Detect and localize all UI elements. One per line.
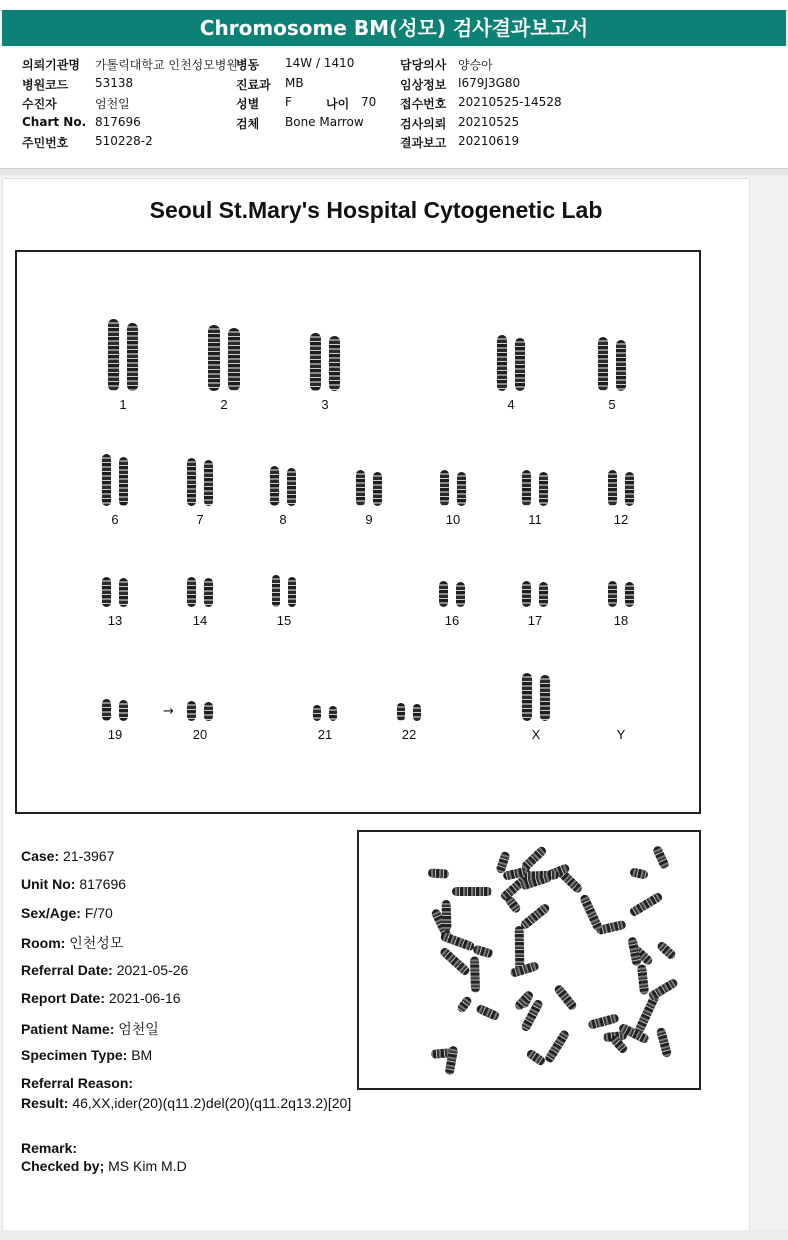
checked-by-field: Checked by; MS Kim M.D <box>21 1158 187 1174</box>
chromosome <box>272 575 280 607</box>
chromosome-pair-22 <box>397 703 421 721</box>
chromosome <box>204 460 213 506</box>
chromosome <box>108 319 119 391</box>
metaphase-chromosome <box>442 900 452 931</box>
chromosome-pair-1 <box>108 319 138 391</box>
chromosome <box>310 333 321 391</box>
chromosome-label: 8 <box>279 512 287 527</box>
metaphase-chromosome <box>553 983 578 1011</box>
chromosome <box>522 673 532 721</box>
chromosome <box>616 340 626 391</box>
chromosome-pair-10 <box>440 470 466 506</box>
remark-field: Remark: <box>21 1140 78 1156</box>
chromosome-label: 17 <box>527 613 543 628</box>
page-bottom <box>0 1230 788 1240</box>
chromosome <box>457 472 466 506</box>
chromosome-pair-12 <box>608 470 634 506</box>
metaphase-chromosome <box>647 978 679 1002</box>
report-date-field: Report Date: 2021-06-16 <box>21 990 181 1006</box>
chromosome <box>127 323 138 391</box>
info-label: 검사의뢰 <box>400 117 447 131</box>
info-value: 817696 <box>95 115 141 129</box>
report-title: Chromosome BM(성모) 검사결과보고서 <box>199 16 589 40</box>
chromosome-label: 9 <box>365 512 373 527</box>
info-value: MB <box>285 76 304 90</box>
chromosome-pair-X <box>522 673 550 721</box>
info-label: 진료과 <box>236 78 271 92</box>
chromosome-pair-17 <box>522 581 548 607</box>
report-document <box>2 178 750 1232</box>
chromosome <box>522 581 531 607</box>
chromosome <box>119 578 128 607</box>
chromosome <box>329 336 340 391</box>
chromosome-label: 5 <box>608 397 616 412</box>
info-value: F <box>285 95 292 109</box>
info-label: 수진자 <box>22 97 57 111</box>
chromosome <box>119 700 128 721</box>
chromosome <box>187 458 196 506</box>
metaphase-chromosome <box>651 845 669 871</box>
chromosome-pair-4 <box>497 335 525 391</box>
metaphase-chromosome <box>579 894 603 932</box>
info-value: 양승아 <box>458 58 493 72</box>
info-label: 임상정보 <box>400 78 447 92</box>
patient-name-field: Patient Name: 엄천일 <box>21 1021 159 1037</box>
chromosome-pair-13 <box>102 577 128 607</box>
chromosome <box>539 582 548 607</box>
chromosome <box>522 470 531 506</box>
chromosome-label: 11 <box>528 512 542 527</box>
metaphase-chromosome <box>655 940 677 961</box>
chromosome <box>625 472 634 506</box>
chromosome-label: 19 <box>107 727 123 742</box>
section-divider <box>0 168 788 175</box>
chromosome-label: 21 <box>317 727 333 742</box>
room-field: Room: 인천성모 <box>21 935 124 951</box>
chromosome <box>439 581 448 607</box>
chromosome-label: 12 <box>613 512 629 527</box>
metaphase-chromosome <box>587 1013 619 1030</box>
patient-info-panel <box>0 48 788 168</box>
chromosome <box>539 472 548 506</box>
chromosome-pair-19 <box>102 699 128 721</box>
metaphase-chromosome <box>475 1004 501 1022</box>
chromosome-label: 16 <box>444 613 460 628</box>
metaphase-chromosome <box>543 1029 570 1064</box>
chromosome-label: 7 <box>196 512 204 527</box>
result-field: Result: 46,XX,ider(20)(q11.2)del(20)(q11.2q13.2)[20] <box>21 1095 352 1111</box>
chromosome-label: 14 <box>192 613 208 628</box>
chromosome <box>608 581 617 607</box>
metaphase-chromosome <box>628 892 663 918</box>
info-label: 병원코드 <box>22 78 69 92</box>
karyogram-panel <box>15 250 701 814</box>
chromosome <box>608 470 617 506</box>
metaphase-chromosome <box>525 1048 547 1067</box>
info-value: 70 <box>361 95 377 109</box>
info-label: 병동 <box>236 58 260 72</box>
info-label: 나이 <box>326 97 350 111</box>
chromosome-pair-18 <box>608 581 634 607</box>
info-value: 엄천일 <box>95 97 130 111</box>
lab-title: Seoul St.Mary's Hospital Cytogenetic Lab <box>149 197 603 223</box>
metaphase-chromosome <box>428 868 450 878</box>
chromosome <box>356 470 365 506</box>
metaphase-chromosome <box>520 845 548 872</box>
chromosome <box>119 457 128 506</box>
chromosome <box>270 466 279 506</box>
chromosome <box>515 338 525 391</box>
info-value: 14W / 1410 <box>285 56 355 70</box>
chromosome-label: 3 <box>321 397 329 412</box>
chromosome <box>208 325 220 391</box>
info-label: 의뢰기관명 <box>22 58 80 72</box>
metaphase-chromosome <box>439 946 472 977</box>
sex-age-field: Sex/Age: F/70 <box>21 905 113 921</box>
chromosome-pair-20 <box>187 701 213 721</box>
info-value: 510228-2 <box>95 134 153 148</box>
chromosome-pair-16 <box>439 581 465 607</box>
chromosome <box>204 578 213 607</box>
chromosome-pair-5 <box>598 337 626 391</box>
metaphase-chromosome <box>637 964 649 995</box>
metaphase-chromosome <box>509 961 539 978</box>
chromosome <box>102 454 111 506</box>
chromosome <box>313 705 321 721</box>
chromosome-pair-6 <box>102 454 128 506</box>
unit-no-field: Unit No: 817696 <box>21 876 127 892</box>
chromosome-pair-7 <box>187 458 213 506</box>
chromosome-pair-15 <box>272 575 296 607</box>
chromosome-label: X <box>531 727 541 742</box>
info-value: 20210619 <box>458 134 520 148</box>
chromosome-label: Y <box>616 727 626 742</box>
info-label: 접수번호 <box>400 97 447 111</box>
chromosome-label: 2 <box>220 397 228 412</box>
chromosome <box>497 335 507 391</box>
chromosome-label: 4 <box>507 397 515 412</box>
chromosome-label: 6 <box>111 512 119 527</box>
specimen-type-field: Specimen Type: BM <box>21 1047 153 1063</box>
info-value: 53138 <box>95 76 134 90</box>
info-label: Chart No. <box>22 115 87 129</box>
info-value: 20210525-14528 <box>458 95 562 109</box>
info-value: Bone Marrow <box>285 115 364 129</box>
metaphase-chromosome <box>456 995 473 1014</box>
chromosome <box>287 468 296 506</box>
chromosome <box>102 577 111 607</box>
info-label: 담당의사 <box>400 58 447 72</box>
chromosome <box>625 582 634 607</box>
chromosome-label: 20 <box>192 727 208 742</box>
chromosome <box>204 702 213 721</box>
info-label: 주민번호 <box>22 136 69 150</box>
chromosome <box>540 675 550 721</box>
info-value: 20210525 <box>458 115 520 129</box>
chromosome-pair-14 <box>187 577 213 607</box>
chromosome-pair-2 <box>208 325 240 391</box>
chromosome <box>329 706 337 721</box>
info-label: 검체 <box>236 117 260 131</box>
chromosome-pair-11 <box>522 470 548 506</box>
chromosome <box>288 577 296 607</box>
abnormality-arrow-icon: → <box>163 704 174 719</box>
chromosome <box>456 582 465 607</box>
chromosome-pair-3 <box>310 333 340 391</box>
chromosome <box>102 699 111 721</box>
metaphase-chromosome <box>656 1027 672 1058</box>
chromosome-label: 22 <box>401 727 417 742</box>
referral-date-field: Referral Date: 2021-05-26 <box>21 962 189 978</box>
metaphase-chromosome <box>470 956 480 992</box>
metaphase-spread-image <box>357 830 701 1090</box>
case-field: Case: 21-3967 <box>21 848 115 864</box>
info-value: 가톨릭대학교 인천성모병원 <box>95 58 238 72</box>
chromosome <box>373 472 382 506</box>
chromosome <box>187 701 196 721</box>
chromosome <box>440 470 449 506</box>
referral-reason-field: Referral Reason: <box>21 1075 134 1091</box>
metaphase-chromosome <box>504 895 522 915</box>
chromosome-label: 10 <box>445 512 461 527</box>
chromosome <box>413 704 421 721</box>
info-value: I679J3G80 <box>458 76 521 90</box>
metaphase-chromosome <box>519 902 551 930</box>
chromosome-label: 13 <box>107 613 123 628</box>
report-title-bar <box>2 10 786 46</box>
metaphase-chromosome <box>630 868 649 881</box>
chromosome-pair-8 <box>270 466 296 506</box>
chromosome <box>397 703 405 721</box>
chromosome-label: 15 <box>276 613 292 628</box>
chromosome-label: 1 <box>119 397 127 412</box>
chromosome <box>598 337 608 391</box>
chromosome-label: 18 <box>613 613 629 628</box>
chromosome <box>187 577 196 607</box>
metaphase-chromosome <box>452 887 492 896</box>
chromosome <box>228 328 240 391</box>
info-label: 성별 <box>236 97 260 111</box>
chromosome-pair-9 <box>356 470 382 506</box>
info-label: 결과보고 <box>400 136 447 150</box>
chromosome-pair-21 <box>313 705 337 721</box>
